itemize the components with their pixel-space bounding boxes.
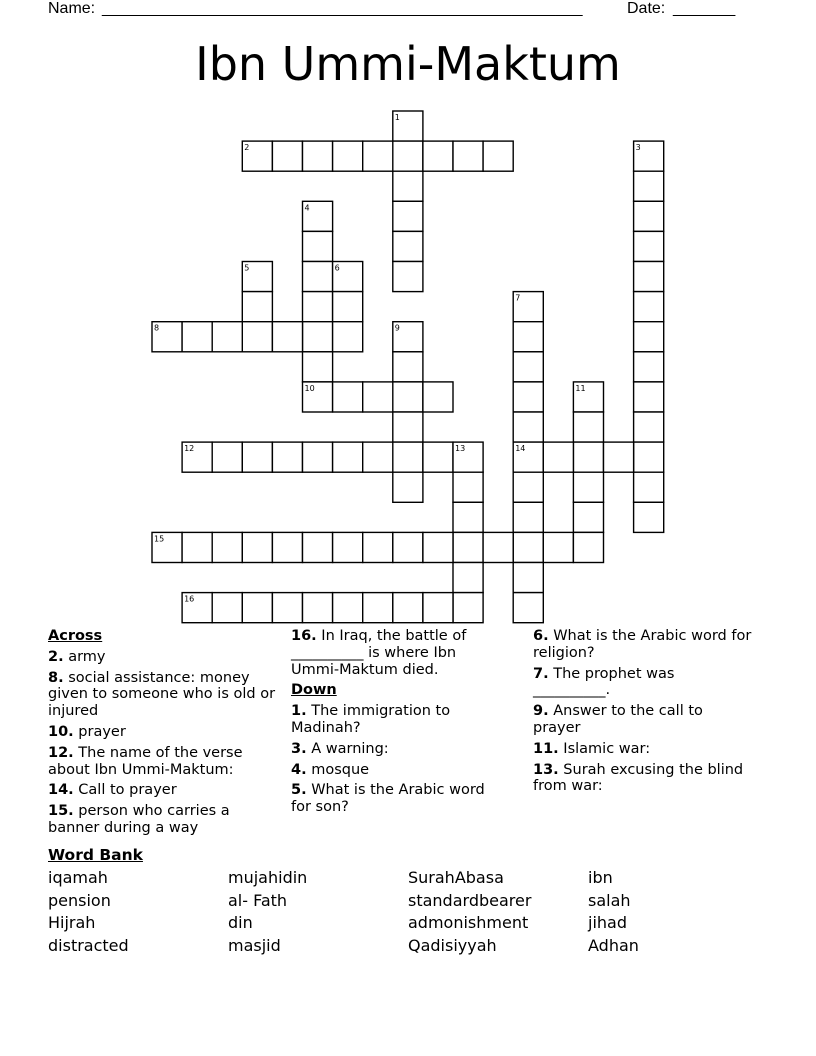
- cell-number: 1: [394, 113, 400, 122]
- cell-number: 11: [575, 383, 586, 393]
- cell-number: 15: [154, 534, 165, 544]
- clue-item: [48, 670, 284, 720]
- clue-text: The name of the verse about Ibn Ummi-Maktum:: [48, 744, 243, 778]
- clue-item: [533, 762, 753, 796]
- cell-number: 3: [635, 143, 641, 153]
- clue-text: In Iraq, the battle of __________ is where Ibn Ummi-Maktum died.: [291, 628, 467, 678]
- grid-cell[interactable]: [303, 292, 333, 322]
- cell-number: 2: [244, 143, 250, 153]
- grid-cell[interactable]: [242, 532, 272, 562]
- word-bank-item: din: [228, 913, 253, 933]
- word-bank-item: masjid: [228, 936, 281, 956]
- clue-item: [533, 703, 753, 737]
- clue-item: [48, 745, 284, 779]
- clue-item: [48, 649, 284, 666]
- grid-cell[interactable]: [513, 472, 543, 502]
- clue-item: [533, 741, 753, 758]
- word-bank-item: mujahidin: [228, 868, 308, 887]
- word-bank-item: ibn: [588, 868, 613, 887]
- clue-item: [291, 628, 491, 678]
- word-bank-item: Qadisiyyah: [408, 936, 497, 956]
- grid-cell[interactable]: [393, 262, 423, 292]
- grid-cell[interactable]: [513, 532, 543, 562]
- grid-cell[interactable]: [634, 352, 664, 382]
- grid-cell[interactable]: [393, 382, 423, 412]
- cell-number: 14: [515, 444, 526, 454]
- word-bank-item: iqamah: [48, 868, 108, 887]
- grid-cell[interactable]: [242, 442, 272, 472]
- grid-cell[interactable]: [513, 593, 543, 623]
- grid-cell[interactable]: [453, 532, 483, 562]
- clue-number: 3.: [291, 740, 307, 757]
- grid-cell[interactable]: [423, 141, 453, 171]
- cell-number: 7: [515, 293, 521, 303]
- cell-number: 5: [244, 263, 250, 273]
- grid-cell[interactable]: [272, 322, 302, 352]
- grid-cell[interactable]: [333, 593, 363, 623]
- grid-cell[interactable]: [423, 532, 453, 562]
- grid-cell[interactable]: [363, 442, 393, 472]
- grid-cell[interactable]: [453, 563, 483, 593]
- word-bank-item: pension: [48, 890, 111, 910]
- word-bank-item: Hijrah: [48, 913, 96, 933]
- grid-cell[interactable]: [634, 201, 664, 231]
- clue-number: 15.: [48, 803, 74, 820]
- clue-column-2: [291, 628, 491, 820]
- word-bank-item: salah: [588, 890, 631, 910]
- clue-text: prayer: [78, 723, 126, 740]
- grid-cell[interactable]: [423, 382, 453, 412]
- grid-cell[interactable]: [363, 141, 393, 171]
- grid-cell[interactable]: [634, 231, 664, 261]
- clue-number: 11.: [533, 740, 559, 757]
- cell-number: 12: [184, 444, 195, 454]
- clue-number: 5.: [291, 782, 307, 799]
- grid-cell[interactable]: [363, 532, 393, 562]
- word-bank-item: admonishment: [408, 913, 529, 933]
- down-heading: Down: [291, 682, 337, 699]
- grid-cell[interactable]: [333, 322, 363, 352]
- grid-cell[interactable]: [573, 412, 603, 442]
- grid-cell[interactable]: [453, 472, 483, 502]
- clue-item: [533, 666, 753, 700]
- cell-number: 13: [455, 444, 466, 454]
- grid-cell[interactable]: [303, 231, 333, 261]
- clue-text: What is the Arabic word for son?: [291, 782, 485, 816]
- grid-cell[interactable]: [242, 322, 272, 352]
- clue-item: [48, 803, 284, 837]
- grid-cell[interactable]: [573, 442, 603, 472]
- grid-cell[interactable]: [453, 141, 483, 171]
- clue-text: What is the Arabic word for religion?: [533, 628, 752, 661]
- clue-text: The prophet was __________.: [533, 665, 675, 699]
- grid-cell[interactable]: [634, 442, 664, 472]
- grid-cell[interactable]: [634, 171, 664, 201]
- grid-cell[interactable]: [393, 231, 423, 261]
- clue-number: 8.: [48, 669, 64, 686]
- grid-cell[interactable]: [634, 382, 664, 412]
- clue-number: 13.: [533, 761, 559, 778]
- grid-cell[interactable]: [333, 442, 363, 472]
- grid-cell[interactable]: [543, 532, 573, 562]
- word-bank-item: SurahAbasa: [408, 868, 504, 887]
- clue-column-3: [533, 628, 753, 799]
- grid-cell[interactable]: [272, 593, 302, 623]
- clue-text: social assistance: money given to someone who is old or injured: [48, 669, 276, 720]
- grid-cell[interactable]: [212, 322, 242, 352]
- clue-number: 16.: [291, 628, 317, 644]
- grid-cell[interactable]: [212, 532, 242, 562]
- grid-cell[interactable]: [212, 442, 242, 472]
- cell-number: 8: [154, 323, 160, 333]
- clue-item: [291, 782, 491, 816]
- grid-cell[interactable]: [272, 532, 302, 562]
- word-bank-item: standardbearer: [408, 890, 532, 910]
- grid-cell[interactable]: [634, 322, 664, 352]
- clue-text: Answer to the call to prayer: [533, 703, 703, 736]
- clue-item: [533, 628, 753, 662]
- grid-cell[interactable]: [634, 472, 664, 502]
- date-line[interactable]: _______: [673, 0, 736, 17]
- grid-cell[interactable]: [393, 412, 423, 442]
- date-label: Date:: [627, 0, 666, 17]
- grid-cell[interactable]: [333, 382, 363, 412]
- grid-cell[interactable]: [513, 382, 543, 412]
- grid-cell[interactable]: [483, 532, 513, 562]
- grid-cell[interactable]: [333, 141, 363, 171]
- grid-cell[interactable]: [303, 141, 333, 171]
- grid-cell[interactable]: [303, 352, 333, 382]
- grid-cell[interactable]: [573, 502, 603, 532]
- grid-cell[interactable]: [453, 593, 483, 623]
- cell-number: 6: [334, 263, 340, 273]
- grid-cell[interactable]: [453, 502, 483, 532]
- page-title: Ibn Ummi-Maktum: [195, 37, 621, 91]
- clue-number: 10.: [48, 723, 74, 740]
- name-line[interactable]: ______________________________________________________: [102, 0, 583, 17]
- word-bank-item: distracted: [48, 936, 129, 956]
- word-bank-heading: Word Bank: [48, 846, 143, 864]
- grid-cell[interactable]: [483, 141, 513, 171]
- clue-item: [291, 762, 491, 779]
- grid-cell[interactable]: [303, 593, 333, 623]
- cell-number: 4: [304, 203, 310, 213]
- clue-column-1: [48, 628, 284, 841]
- clue-number: 6.: [533, 628, 549, 644]
- across-heading: Across: [48, 628, 103, 644]
- grid-cell[interactable]: [242, 593, 272, 623]
- clue-number: 14.: [48, 782, 74, 799]
- grid-cell[interactable]: [634, 262, 664, 292]
- clue-item: [291, 741, 491, 758]
- grid-cell[interactable]: [634, 412, 664, 442]
- grid-cell[interactable]: [242, 292, 272, 322]
- grid-cell[interactable]: [543, 442, 573, 472]
- clue-text: A warning:: [311, 740, 389, 757]
- cell-number: 10: [304, 383, 315, 393]
- grid-cell[interactable]: [363, 382, 393, 412]
- clue-text: person who carries a banner during a way: [48, 803, 230, 836]
- grid-cell[interactable]: [513, 412, 543, 442]
- grid-cell[interactable]: [303, 262, 333, 292]
- grid-cell[interactable]: [272, 442, 302, 472]
- grid-cell[interactable]: [393, 201, 423, 231]
- grid-cell[interactable]: [513, 352, 543, 382]
- grid-cell[interactable]: [333, 532, 363, 562]
- grid-cell[interactable]: [393, 141, 423, 171]
- clue-item: [48, 724, 284, 741]
- clue-text: Islamic war:: [563, 740, 651, 757]
- grid-cell[interactable]: [393, 352, 423, 382]
- grid-cell[interactable]: [513, 502, 543, 532]
- clue-number: 12.: [48, 744, 74, 761]
- clue-number: 7.: [533, 665, 549, 682]
- name-label: Name:: [48, 0, 96, 17]
- grid-cell[interactable]: [393, 171, 423, 201]
- clue-text: Call to prayer: [78, 782, 177, 799]
- word-bank-item: jihad: [588, 913, 627, 933]
- grid-cell[interactable]: [393, 532, 423, 562]
- clue-number: 1.: [291, 703, 307, 720]
- grid-cell[interactable]: [303, 532, 333, 562]
- grid-cell[interactable]: [393, 593, 423, 623]
- grid-cell[interactable]: [393, 442, 423, 472]
- word-bank-item: al- Fath: [228, 890, 288, 910]
- grid-cell[interactable]: [423, 442, 453, 472]
- grid-cell[interactable]: [604, 442, 634, 472]
- grid-cell[interactable]: [423, 593, 453, 623]
- grid-cell[interactable]: [333, 292, 363, 322]
- grid-cell[interactable]: [393, 472, 423, 502]
- clue-number: 4.: [291, 761, 307, 778]
- clue-item: [291, 703, 491, 737]
- cell-number: 16: [184, 594, 195, 604]
- grid-cell[interactable]: [513, 563, 543, 593]
- grid-cell[interactable]: [573, 532, 603, 562]
- clue-text: Surah excusing the blind from war:: [533, 761, 744, 795]
- grid-cell[interactable]: [182, 322, 212, 352]
- grid-cell[interactable]: [303, 442, 333, 472]
- grid-cell[interactable]: [513, 322, 543, 352]
- clue-number: 9.: [533, 703, 549, 720]
- clue-text: The immigration to Madinah?: [291, 703, 451, 736]
- clue-text: mosque: [311, 761, 370, 778]
- clue-item: [48, 782, 284, 799]
- grid-cell[interactable]: [573, 472, 603, 502]
- clue-number: 2.: [48, 648, 64, 665]
- grid-cell[interactable]: [272, 141, 302, 171]
- grid-cell[interactable]: [182, 532, 212, 562]
- clue-text: army: [68, 648, 106, 665]
- grid-cell[interactable]: [303, 322, 333, 352]
- word-bank-item: Adhan: [588, 936, 639, 956]
- grid-cell[interactable]: [363, 593, 393, 623]
- cell-number: 9: [394, 323, 400, 333]
- grid-cell[interactable]: [634, 292, 664, 322]
- grid-cell[interactable]: [212, 593, 242, 623]
- grid-cell[interactable]: [634, 502, 664, 532]
